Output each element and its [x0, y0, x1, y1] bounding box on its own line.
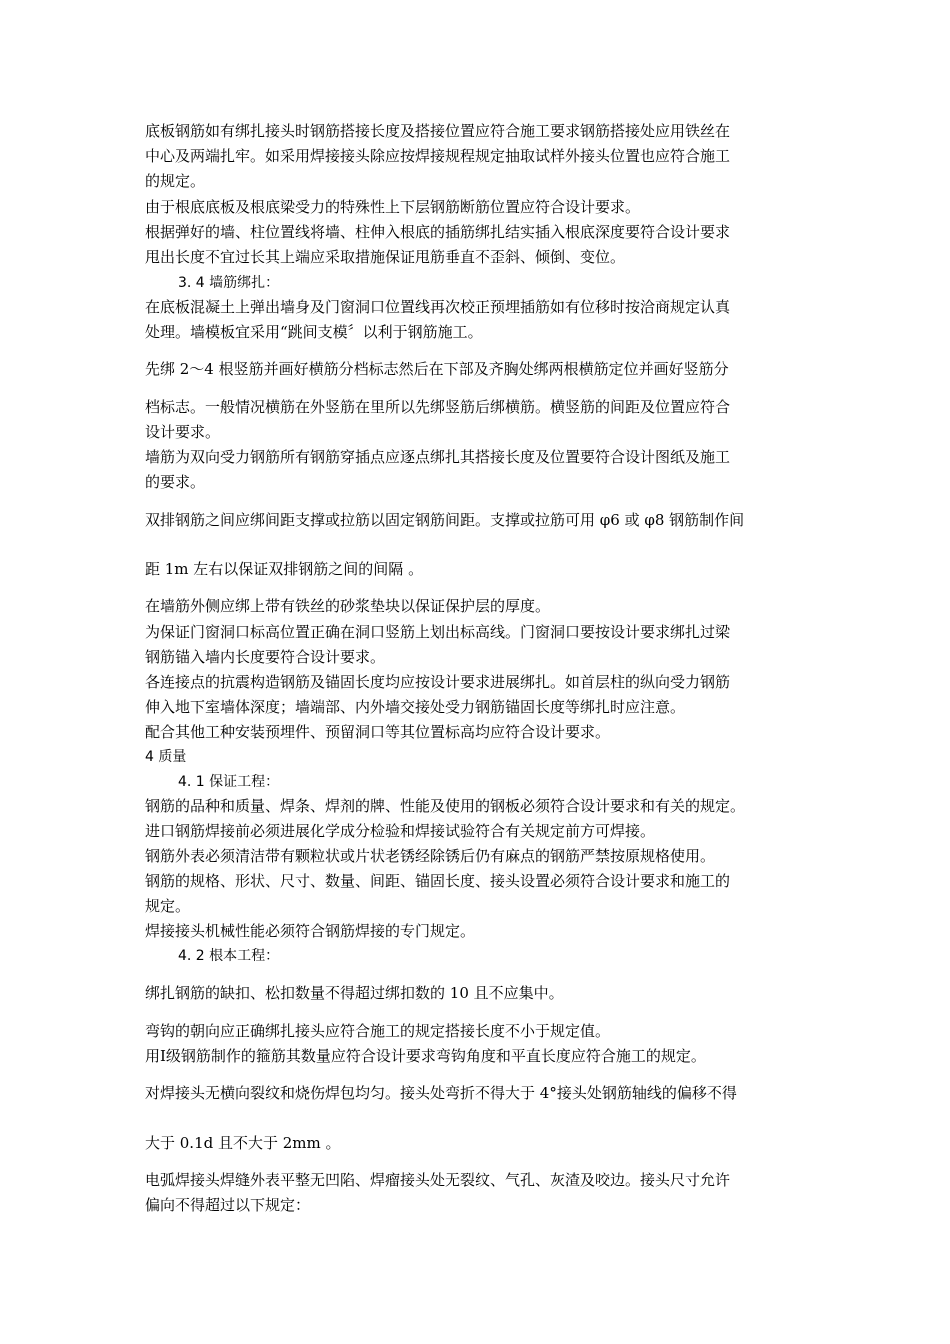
paragraph-line: 电弧焊接头焊缝外表平整无凹陷、焊瘤接头处无裂纹、气孔、灰渣及咬边。接头尺寸允许 [145, 1171, 731, 1189]
paragraph-line: 设计要求。 [145, 423, 221, 441]
chapter-heading: 4 质量 [145, 749, 187, 765]
paragraph-line: 大于 0.1d 且不大于 2mm 。 [145, 1134, 341, 1152]
paragraph-line: 钢筋的规格、形状、尺寸、数量、间距、锚固长度、接头设置必须符合设计要求和施工的 [145, 872, 731, 890]
paragraph-line: 底板钢筋如有绑扎接头时钢筋搭接长度及搭接位置应符合施工要求钢筋搭接处应用铁丝在 [145, 122, 731, 140]
paragraph-line: 处理。墙模板宜采用“跳间支模〞以利于钢筋施工。 [145, 323, 483, 341]
paragraph-line: 先绑 2～4 根竖筋并画好横筋分档标志然后在下部及齐胸处绑两根横筋定位并画好竖筋分 [145, 360, 729, 378]
paragraph-line: 钢筋锚入墙内长度要符合设计要求。 [145, 648, 386, 666]
paragraph-line: 为保证门窗洞口标高位置正确在洞口竖筋上划出标高线。门窗洞口要按设计要求绑扎过梁 [145, 623, 731, 641]
section-heading: 3. 4 墙筋绑扎： [178, 275, 280, 291]
paragraph-line: 根据弹好的墙、柱位置线将墙、柱伸入根底的插筋绑扎结实插入根底深度要符合设计要求 [145, 223, 731, 241]
paragraph-line: 钢筋的品种和质量、焊条、焊剂的牌、性能及使用的钢板必须符合设计要求和有关的规定。 [145, 797, 746, 815]
paragraph-line: 进口钢筋焊接前必须进展化学成分检验和焊接试验符合有关规定前方可焊接。 [145, 822, 656, 840]
paragraph-line: 绑扎钢筋的缺扣、松扣数量不得超过绑扣数的 10 且不应集中。 [145, 984, 564, 1002]
paragraph-line: 中心及两端扎牢。如采用焊接接头除应按焊接规程规定抽取试样外接头位置也应符合施工 [145, 147, 731, 165]
paragraph-line: 规定。 [145, 897, 191, 915]
paragraph-line: 偏向不得超过以下规定： [145, 1196, 311, 1214]
paragraph-line: 在底板混凝土上弹出墙身及门窗洞口位置线再次校正预埋插筋如有位移时按洽商规定认真 [145, 298, 731, 316]
paragraph-line: 配合其他工种安装预埋件、预留洞口等其位置标高均应符合设计要求。 [145, 723, 611, 741]
paragraph-line: 用Ⅰ级钢筋制作的箍筋其数量应符合设计要求弯钩角度和平直长度应符合施工的规定。 [145, 1047, 706, 1065]
paragraph-line: 双排钢筋之间应绑间距支撑或拉筋以固定钢筋间距。支撑或拉筋可用 φ6 或 φ8 钢筋制作间 [145, 511, 745, 529]
section-heading: 4. 1 保证工程： [178, 774, 280, 790]
paragraph-line: 焊接接头机械性能必须符合钢筋焊接的专门规定。 [145, 922, 476, 940]
paragraph-line: 档标志。一般情况横筋在外竖筋在里所以先绑竖筋后绑横筋。横竖筋的间距及位置应符合 [145, 398, 731, 416]
paragraph-line: 由于根底底板及根底梁受力的特殊性上下层钢筋断筋位置应符合设计要求。 [145, 198, 641, 216]
paragraph-line: 各连接点的抗震构造钢筋及锚固长度均应按设计要求进展绑扎。如首层柱的纵向受力钢筋 [145, 673, 731, 691]
paragraph-line: 墙筋为双向受力钢筋所有钢筋穿插点应逐点绑扎其搭接长度及位置要符合设计图纸及施工 [145, 448, 731, 466]
paragraph-line: 伸入地下室墙体深度；墙端部、内外墙交接处受力钢筋锚固长度等绑扎时应注意。 [145, 698, 686, 716]
paragraph-line: 弯钩的朝向应正确绑扎接头应符合施工的规定搭接长度不小于规定值。 [145, 1022, 611, 1040]
paragraph-line: 对焊接头无横向裂纹和烧伤焊包均匀。接头处弯折不得大于 4°接头处钢筋轴线的偏移不得 [145, 1084, 737, 1102]
paragraph-line: 钢筋外表必须清洁带有颗粒状或片状老锈经除锈后仍有麻点的钢筋严禁按原规格使用。 [145, 847, 716, 865]
section-heading: 4. 2 根本工程： [178, 948, 280, 964]
paragraph-line: 在墙筋外侧应绑上带有铁丝的砂浆垫块以保证保护层的厚度。 [145, 597, 551, 615]
paragraph-line: 甩出长度不宜过长其上端应采取措施保证甩筋垂直不歪斜、倾倒、变位。 [145, 248, 626, 266]
paragraph-line: 距 1m 左右以保证双排钢筋之间的间隔 。 [145, 560, 424, 578]
paragraph-line: 的要求。 [145, 473, 206, 491]
paragraph-line: 的规定。 [145, 172, 206, 190]
